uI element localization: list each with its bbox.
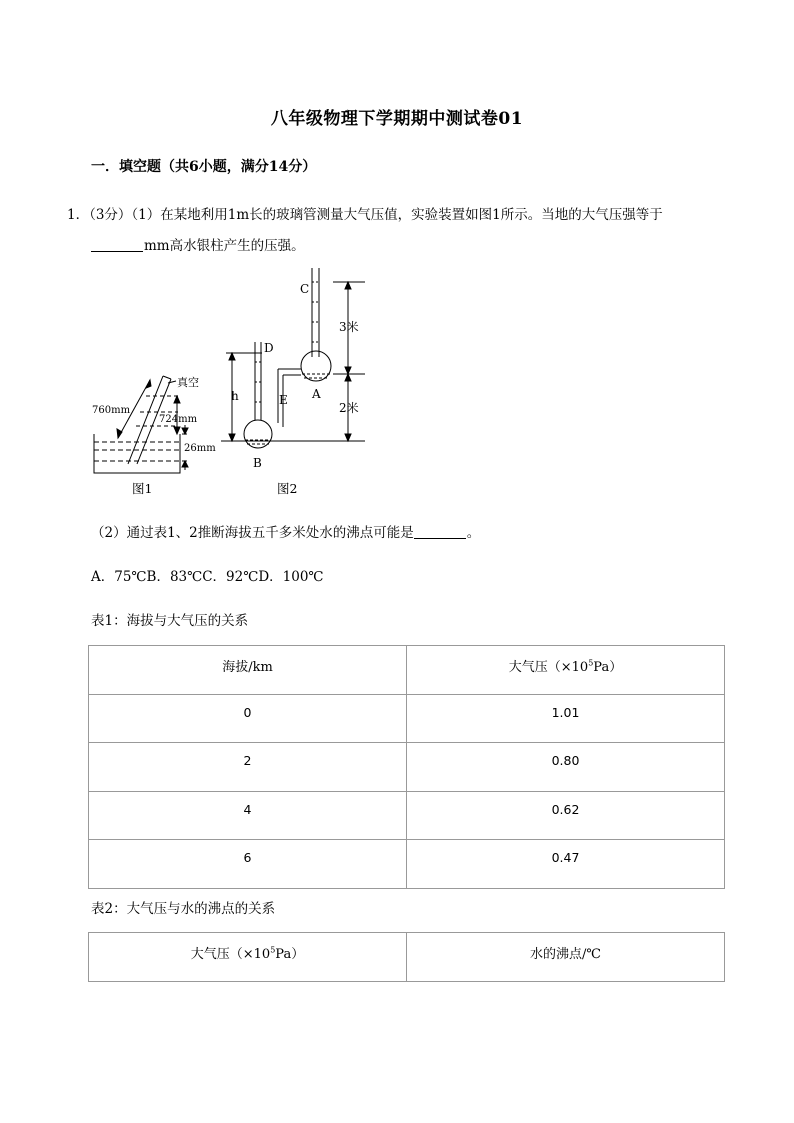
label-D: D [264, 341, 274, 355]
label-vacuum: 真空 [177, 376, 199, 389]
section-heading: 一．填空题（共6小题，满分14分） [91, 159, 317, 175]
table-1-caption: 表1：海拔与大气压的关系 [91, 613, 249, 629]
header-pressure: 大气压$(\times 10^5Pa)$ [89, 933, 407, 982]
table-header-row [89, 646, 725, 695]
answer-blank [91, 237, 143, 252]
label-760mm: 760mm [92, 405, 131, 416]
document-title: 八年级物理下学期期中测试卷01 [270, 109, 524, 129]
table-row [89, 791, 725, 840]
question-1-part-2 [91, 521, 480, 541]
question-1-stem-line2 [91, 234, 305, 254]
cell-altitude: 2 [89, 743, 407, 792]
label-A: A [312, 387, 321, 401]
cell-pressure: 0.62 [407, 791, 725, 840]
header-altitude: 海拔/km [89, 646, 407, 695]
part-2-end: 。 [466, 525, 481, 541]
answer-blank-2 [414, 524, 466, 539]
header-boiling-point: 水的沸点/℃ [407, 933, 725, 982]
figure-2-diagram [221, 268, 365, 448]
table-row [89, 694, 725, 743]
table-header-row [89, 933, 725, 982]
cell-pressure: 0.47 [407, 840, 725, 889]
question-1-stem: 1．（3分）（1）在某地利用1m长的玻璃管测量大气压值，实验装置如图1所示。当地的大气压强等于 [67, 207, 663, 223]
answer-options: A．75℃B．83℃C．92℃D．100℃ [91, 569, 324, 585]
table-row [89, 840, 725, 889]
cell-altitude: 4 [89, 791, 407, 840]
label-C: C [300, 282, 310, 296]
label-h: h [231, 389, 239, 403]
question-1-suffix: mm高水银柱产生的压强。 [144, 238, 305, 254]
label-B: B [253, 456, 262, 470]
cell-pressure: 1.01 [407, 694, 725, 743]
cell-pressure: 0.80 [407, 743, 725, 792]
cell-altitude: 6 [89, 840, 407, 889]
label-3m: 3米 [339, 320, 359, 334]
table-2-caption: 表2：大气压与水的沸点的关系 [91, 901, 276, 917]
table-altitude-pressure [88, 645, 725, 889]
label-E: E [279, 393, 288, 407]
figure-2-caption: 图2 [277, 481, 298, 496]
figure-area [90, 262, 390, 502]
label-724mm: 724mm [159, 414, 198, 425]
cell-altitude: 0 [89, 694, 407, 743]
figure-1-caption: 图1 [132, 481, 153, 496]
table-row [89, 743, 725, 792]
part-2-text: （2）通过表1、2推断海拔五千多米处水的沸点可能是 [91, 525, 414, 541]
barometer-figures [90, 262, 390, 502]
header-pressure: 大气压$(\times 10^5Pa)$ [407, 646, 725, 695]
table-pressure-boiling [88, 932, 725, 982]
label-26mm: 26mm [184, 443, 216, 454]
label-2m: 2米 [339, 401, 359, 415]
